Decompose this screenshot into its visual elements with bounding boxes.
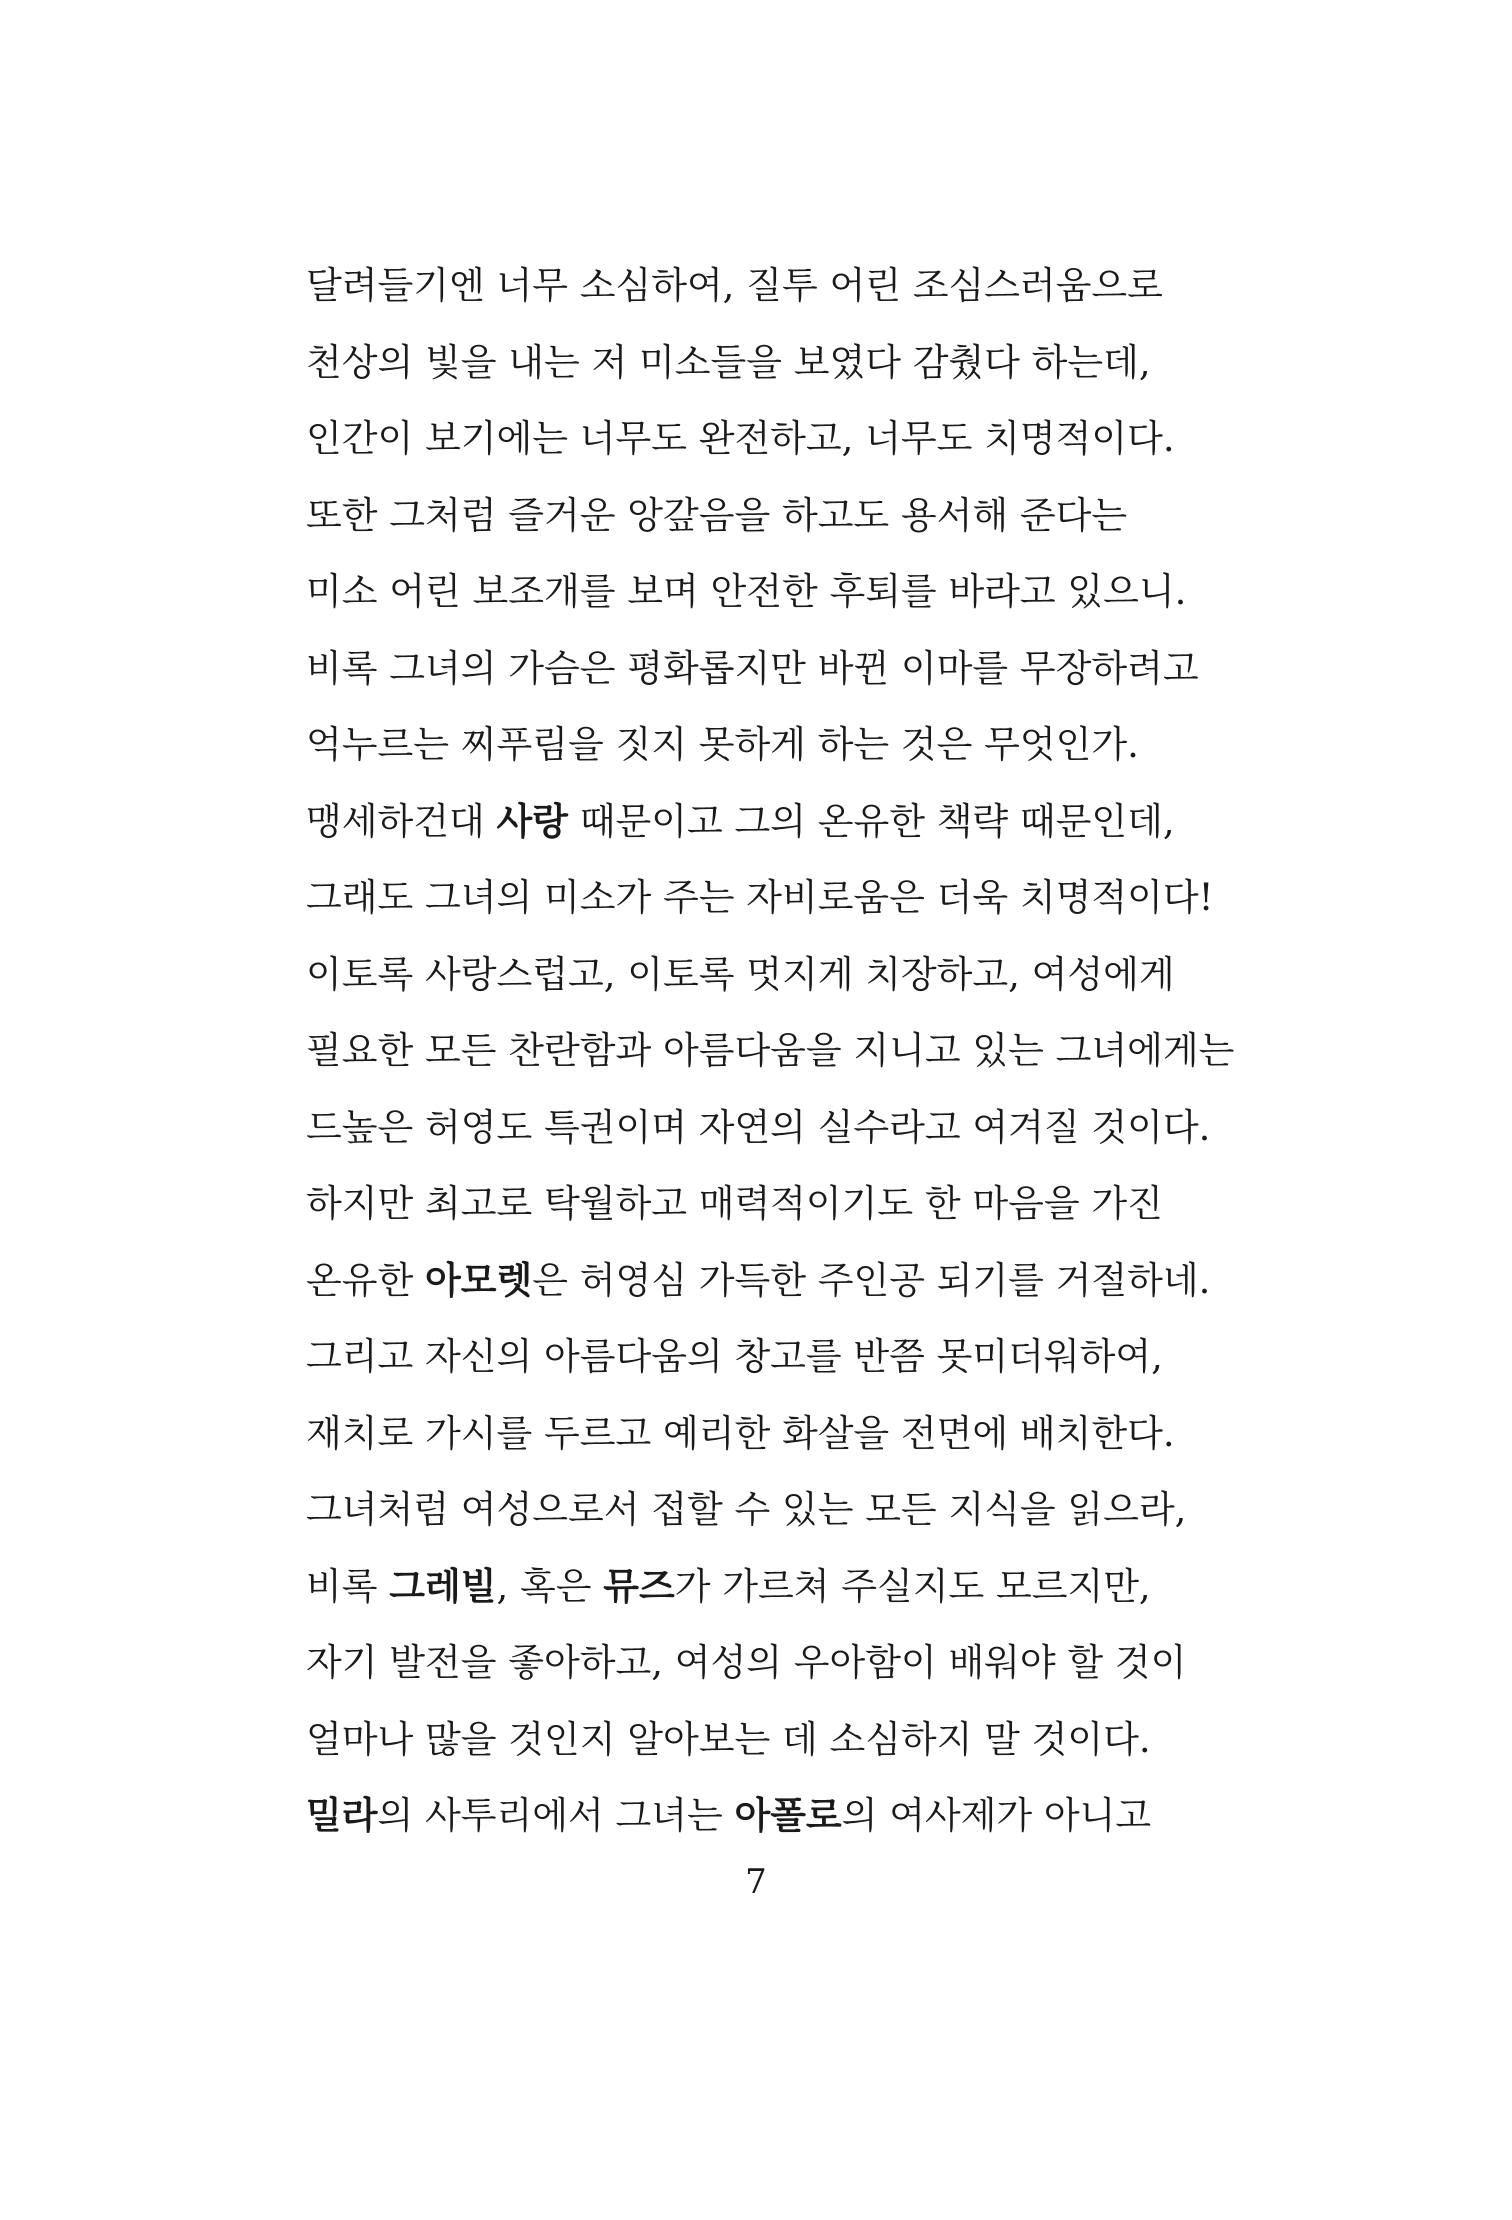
text-segment: 또한 그처럼 즐거운 앙갚음을 하고도 용서해 준다는 (306, 493, 1128, 537)
text-segment: 의 여사제가 아니고 (841, 1794, 1152, 1837)
text-line (306, 1702, 1306, 1779)
text-segment: 재치로 가시를 두르고 예리한 화살을 전면에 배치한다. (306, 1411, 1175, 1455)
text-segment: 드높은 허영도 특권이며 자연의 실수라고 여겨질 것이다. (306, 1105, 1211, 1149)
emphasized-name: 아모렛 (425, 1258, 533, 1302)
text-line (306, 1472, 1306, 1549)
poem-text-block (306, 248, 1306, 1855)
text-line (306, 1549, 1306, 1626)
text-segment: 하지만 최고로 탁월하고 매력적이기도 한 마음을 가진 (306, 1182, 1163, 1225)
text-segment: 온유한 (306, 1258, 425, 1302)
text-segment: 억누르는 찌푸림을 짓지 못하게 하는 것은 무엇인가. (306, 723, 1139, 766)
text-segment: 맹세하건대 (306, 799, 497, 843)
text-segment: 이토록 사랑스럽고, 이토록 멋지게 치장하고, 여성에게 (306, 952, 1175, 996)
text-segment: 그리고 자신의 아름다움의 창고를 반쯤 못미더워하여, (306, 1335, 1163, 1378)
page-number: 7 (745, 1862, 767, 1902)
emphasized-name: 밀라 (306, 1794, 378, 1837)
emphasized-name: 뮤즈 (603, 1564, 675, 1608)
text-line (306, 631, 1306, 708)
text-line (306, 1166, 1306, 1243)
text-segment: 비록 그녀의 가슴은 평화롭지만 바뀐 이마를 무장하려고 (306, 646, 1199, 690)
text-line (306, 860, 1306, 937)
text-line (306, 784, 1306, 861)
text-segment: 필요한 모든 찬란함과 아름다움을 지니고 있는 그녀에게는 (306, 1029, 1235, 1072)
text-line (306, 1778, 1306, 1855)
emphasized-name: 그레빌 (389, 1564, 497, 1608)
text-line (306, 1319, 1306, 1396)
text-line (306, 707, 1306, 784)
text-line (306, 1013, 1306, 1090)
text-segment: 달려들기엔 너무 소심하여, 질투 어린 조심스러움으로 (306, 264, 1163, 307)
text-segment: 은 허영심 가득한 주인공 되기를 거절하네. (532, 1258, 1211, 1302)
text-segment: 얼마나 많을 것인지 알아보는 데 소심하지 말 것이다. (306, 1717, 1151, 1761)
text-segment: , 혹은 (496, 1564, 604, 1608)
text-segment: 그래도 그녀의 미소가 주는 자비로움은 더욱 치명적이다! (306, 876, 1214, 919)
text-line (306, 554, 1306, 631)
text-segment: 때문이고 그의 온유한 책략 때문인데, (567, 799, 1175, 843)
text-line (306, 478, 1306, 555)
text-line (306, 1243, 1306, 1320)
text-line (306, 1625, 1306, 1702)
text-segment: 비록 (306, 1564, 390, 1608)
text-line (306, 1396, 1306, 1473)
text-segment: 가 가르쳐 주실지도 모르지만, (674, 1564, 1151, 1608)
text-segment: 자기 발전을 좋아하고, 여성의 우아함이 배워야 할 것이 (306, 1641, 1187, 1684)
text-line (306, 1090, 1306, 1167)
emphasized-name: 사랑 (496, 799, 568, 843)
text-segment: 인간이 보기에는 너무도 완전하고, 너무도 치명적이다. (306, 417, 1175, 460)
text-segment: 의 사투리에서 그녀는 (377, 1794, 735, 1837)
text-line (306, 325, 1306, 402)
emphasized-name: 아폴로 (734, 1794, 842, 1837)
text-line (306, 937, 1306, 1014)
text-segment: 천상의 빛을 내는 저 미소들을 보였다 감췄다 하는데, (306, 340, 1151, 384)
text-line (306, 248, 1306, 325)
text-line (306, 401, 1306, 478)
text-segment: 그녀처럼 여성으로서 접할 수 있는 모든 지식을 읽으라, (306, 1488, 1187, 1531)
text-segment: 미소 어린 보조개를 보며 안전한 후퇴를 바라고 있으니. (306, 570, 1187, 613)
